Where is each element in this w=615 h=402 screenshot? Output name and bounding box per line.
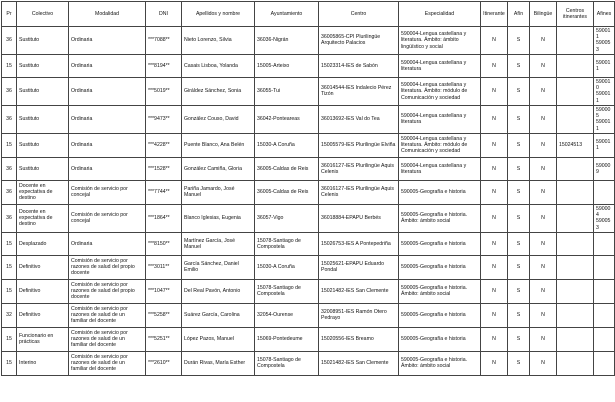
cell-afines — [594, 327, 615, 351]
cell-centro: 36014544-IES Indalecio Pérez Tizón — [319, 77, 399, 105]
cell-itinerante: N — [481, 303, 508, 327]
table-row — [2, 180, 615, 204]
header-ayuntamiento: Ayuntamiento — [255, 2, 319, 27]
cell-colectivo: Desplazado — [17, 232, 69, 255]
cell-especialidad: 590005-Geografía e historia — [399, 303, 481, 327]
cell-dni: ***1047** — [146, 279, 182, 303]
table-row — [2, 303, 615, 327]
cell-colectivo: Sustituto — [17, 105, 69, 133]
cell-itinerante: N — [481, 27, 508, 55]
cell-apellidos: Martínez García, José Manuel — [182, 232, 255, 255]
cell-especialidad: 590005-Geografía e historia. Ámbito: ámbito social — [399, 279, 481, 303]
cell-apellidos: Pariña Jamardo, José Manuel — [182, 180, 255, 204]
cell-afines: 590011 — [594, 54, 615, 77]
cell-centros-itinerantes — [557, 232, 594, 255]
cell-afin: S — [508, 105, 530, 133]
header-modalidad: Modalidad — [69, 2, 146, 27]
cell-dni: ***5251** — [146, 327, 182, 351]
cell-modalidad: Comisión de servicio por razones de salud de un familiar del docente — [69, 303, 146, 327]
cell-bilingue: N — [530, 133, 557, 157]
cell-centro: 36018884-EPAPU Berbés — [319, 204, 399, 232]
cell-bilingue: N — [530, 327, 557, 351]
cell-bilingue: N — [530, 204, 557, 232]
cell-ayuntamiento: 36036-Nigrán — [255, 27, 319, 55]
cell-pr: 36 — [2, 105, 17, 133]
cell-modalidad: Comisión de servicio por concejal — [69, 180, 146, 204]
cell-centros-itinerantes — [557, 54, 594, 77]
cell-centros-itinerantes — [557, 77, 594, 105]
cell-centro: 32008951-IES Ramón Otero Pedrayo — [319, 303, 399, 327]
table-row — [2, 157, 615, 180]
cell-modalidad: Ordinaria — [69, 77, 146, 105]
cell-centros-itinerantes — [557, 204, 594, 232]
header-afin: Afín — [508, 2, 530, 27]
cell-ayuntamiento: 15078-Santiago de Compostela — [255, 351, 319, 375]
header-centros-itinerantes: Centros itinerantes — [557, 2, 594, 27]
table-row — [2, 133, 615, 157]
cell-modalidad: Ordinaria — [69, 232, 146, 255]
cell-afines: 590009 — [594, 157, 615, 180]
header-dni: DNI — [146, 2, 182, 27]
cell-bilingue: N — [530, 279, 557, 303]
cell-ayuntamiento: 36057-Vigo — [255, 204, 319, 232]
cell-ayuntamiento: 36055-Tui — [255, 77, 319, 105]
cell-pr: 15 — [2, 327, 17, 351]
cell-modalidad: Ordinaria — [69, 54, 146, 77]
cell-afines — [594, 303, 615, 327]
cell-itinerante: N — [481, 279, 508, 303]
header-especialidad: Especialidad — [399, 2, 481, 27]
cell-ayuntamiento: 15069-Pontedeume — [255, 327, 319, 351]
cell-centros-itinerantes — [557, 303, 594, 327]
cell-especialidad: 590005-Geografía e historia — [399, 255, 481, 279]
cell-modalidad: Ordinaria — [69, 157, 146, 180]
cell-afin: S — [508, 27, 530, 55]
cell-centros-itinerantes — [557, 105, 594, 133]
cell-dni: ***4228** — [146, 133, 182, 157]
cell-afines — [594, 279, 615, 303]
cell-pr: 15 — [2, 279, 17, 303]
cell-afines: 590005 590011 — [594, 105, 615, 133]
cell-dni: ***8150** — [146, 232, 182, 255]
cell-colectivo: Docente en expectativa de destino — [17, 180, 69, 204]
cell-colectivo: Definitivo — [17, 303, 69, 327]
cell-afines — [594, 255, 615, 279]
cell-especialidad: 590004-Lengua castellana y literatura. Ámbito: módulo de Comunicación y sociedad — [399, 77, 481, 105]
cell-pr: 36 — [2, 77, 17, 105]
table-row — [2, 255, 615, 279]
cell-centro: 15021482-IES San Clemente — [319, 279, 399, 303]
cell-centro: 36005865-CPI Plurilingüe Arquitecto Palacios — [319, 27, 399, 55]
cell-centro: 15021482-IES San Clemente — [319, 351, 399, 375]
cell-pr: 15 — [2, 351, 17, 375]
cell-dni: ***5258** — [146, 303, 182, 327]
cell-centros-itinerantes: 15024513 — [557, 133, 594, 157]
cell-ayuntamiento: 15005-Arteixo — [255, 54, 319, 77]
cell-especialidad: 590005-Geografía e historia. Ámbito: ámbito social — [399, 204, 481, 232]
cell-pr: 15 — [2, 255, 17, 279]
cell-apellidos: Del Real Pavón, Antonio — [182, 279, 255, 303]
table-row — [2, 77, 615, 105]
cell-centro: 36016127-IES Plurilingüe Aquis Celenis — [319, 157, 399, 180]
cell-afin: S — [508, 77, 530, 105]
cell-apellidos: Puente Blanco, Ana Belén — [182, 133, 255, 157]
cell-centros-itinerantes — [557, 27, 594, 55]
cell-modalidad: Comisión de servicio por concejal — [69, 204, 146, 232]
cell-itinerante: N — [481, 255, 508, 279]
cell-apellidos: Giráldez Sánchez, Sonia — [182, 77, 255, 105]
cell-especialidad: 590005-Geografía e historia. Ámbito: ámbito social — [399, 351, 481, 375]
header-bilingue: Bilingüe — [530, 2, 557, 27]
cell-ayuntamiento: 36042-Ponteareas — [255, 105, 319, 133]
cell-apellidos: Suárez García, Carolina — [182, 303, 255, 327]
cell-colectivo: Sustituto — [17, 157, 69, 180]
header-itinerante: Itinerante — [481, 2, 508, 27]
cell-afines — [594, 351, 615, 375]
cell-afin: S — [508, 303, 530, 327]
cell-itinerante: N — [481, 157, 508, 180]
cell-modalidad: Comisión de servicio por razones de salud de un familiar del docente — [69, 351, 146, 375]
cell-apellidos: González Camiña, Gloria — [182, 157, 255, 180]
cell-apellidos: Blanco Iglesias, Eugenia — [182, 204, 255, 232]
cell-modalidad: Comisión de servicio por razones de salud del propio docente — [69, 255, 146, 279]
cell-itinerante: N — [481, 204, 508, 232]
cell-bilingue: N — [530, 255, 557, 279]
cell-bilingue: N — [530, 157, 557, 180]
cell-centro: 36013692-IES Val do Tea — [319, 105, 399, 133]
cell-colectivo: Sustituto — [17, 27, 69, 55]
cell-dni: ***1864** — [146, 204, 182, 232]
cell-pr: 15 — [2, 232, 17, 255]
cell-centro: 15026753-IES A Pontepedriña — [319, 232, 399, 255]
cell-centro: 36016127-IES Plurilingüe Aquis Celenis — [319, 180, 399, 204]
cell-dni: ***5019** — [146, 77, 182, 105]
cell-centro: 15005579-IES Plurilingüe Elviña — [319, 133, 399, 157]
cell-itinerante: N — [481, 54, 508, 77]
cell-especialidad: 590004-Lengua castellana y literatura — [399, 105, 481, 133]
cell-colectivo: Docente en expectativa de destino — [17, 204, 69, 232]
cell-modalidad: Comisión de servicio por razones de salud de un familiar del docente — [69, 327, 146, 351]
cell-itinerante: N — [481, 77, 508, 105]
cell-modalidad: Comisión de servicio por razones de salud del propio docente — [69, 279, 146, 303]
header-colectivo: Colectivo — [17, 2, 69, 27]
cell-afin: S — [508, 351, 530, 375]
cell-especialidad: 590004-Lengua castellana y literatura. Ámbito: ámbito lingüístico y social — [399, 27, 481, 55]
cell-dni: ***3011** — [146, 255, 182, 279]
cell-itinerante: N — [481, 351, 508, 375]
cell-modalidad: Ordinaria — [69, 27, 146, 55]
cell-centros-itinerantes — [557, 180, 594, 204]
cell-centro: 15025621-EPAPU Eduardo Pondal — [319, 255, 399, 279]
cell-especialidad: 590004-Lengua castellana y literatura — [399, 157, 481, 180]
cell-itinerante: N — [481, 327, 508, 351]
cell-afin: S — [508, 180, 530, 204]
cell-especialidad: 590004-Lengua castellana y literatura. Ámbito: módulo de Comunicación y sociedad — [399, 133, 481, 157]
header-apellidos: Apellidos y nombre — [182, 2, 255, 27]
table-row — [2, 54, 615, 77]
table-row — [2, 27, 615, 55]
cell-afines — [594, 232, 615, 255]
cell-ayuntamiento: 32054-Ourense — [255, 303, 319, 327]
cell-dni: ***8194** — [146, 54, 182, 77]
cell-afin: S — [508, 279, 530, 303]
cell-modalidad: Ordinaria — [69, 105, 146, 133]
cell-ayuntamiento: 36005-Caldas de Reis — [255, 157, 319, 180]
cell-dni: ***1528** — [146, 157, 182, 180]
cell-bilingue: N — [530, 54, 557, 77]
cell-pr: 36 — [2, 157, 17, 180]
cell-afines: 590004 590053 — [594, 204, 615, 232]
header-row — [2, 2, 615, 27]
cell-especialidad: 590005-Geografía e historia — [399, 327, 481, 351]
table-row — [2, 351, 615, 375]
cell-ayuntamiento: 15030-A Coruña — [255, 133, 319, 157]
cell-ayuntamiento: 36005-Caldas de Reis — [255, 180, 319, 204]
cell-centros-itinerantes — [557, 255, 594, 279]
cell-afines: 590011 590053 — [594, 27, 615, 55]
table-row — [2, 232, 615, 255]
cell-centros-itinerantes — [557, 157, 594, 180]
cell-bilingue: N — [530, 27, 557, 55]
table-row — [2, 105, 615, 133]
cell-apellidos: Casais Lisboa, Yolanda — [182, 54, 255, 77]
cell-colectivo: Definitivo — [17, 255, 69, 279]
cell-apellidos: González Couso, David — [182, 105, 255, 133]
cell-centro: 15023314-IES de Sabón — [319, 54, 399, 77]
cell-dni: ***7744** — [146, 180, 182, 204]
cell-centros-itinerantes — [557, 279, 594, 303]
cell-bilingue: N — [530, 180, 557, 204]
cell-afin: S — [508, 157, 530, 180]
cell-bilingue: N — [530, 351, 557, 375]
cell-pr: 36 — [2, 204, 17, 232]
cell-afin: S — [508, 255, 530, 279]
table-row — [2, 204, 615, 232]
cell-especialidad: 590004-Lengua castellana y literatura — [399, 54, 481, 77]
cell-bilingue: N — [530, 105, 557, 133]
cell-colectivo: Sustituto — [17, 77, 69, 105]
cell-dni: ***2610** — [146, 351, 182, 375]
cell-itinerante: N — [481, 133, 508, 157]
cell-apellidos: Nieto Lorenzo, Silvia — [182, 27, 255, 55]
header-pr: Pr — [2, 2, 17, 27]
cell-afin: S — [508, 327, 530, 351]
cell-centros-itinerantes — [557, 327, 594, 351]
assignments-table — [1, 1, 615, 376]
cell-afin: S — [508, 204, 530, 232]
cell-pr: 36 — [2, 180, 17, 204]
cell-dni: ***7088** — [146, 27, 182, 55]
cell-centros-itinerantes — [557, 351, 594, 375]
cell-ayuntamiento: 15078-Santiago de Compostela — [255, 232, 319, 255]
cell-pr: 36 — [2, 27, 17, 55]
cell-pr: 15 — [2, 54, 17, 77]
cell-colectivo: Funcionario en prácticas — [17, 327, 69, 351]
cell-pr: 32 — [2, 303, 17, 327]
cell-afines: 590010 590011 — [594, 77, 615, 105]
cell-bilingue: N — [530, 77, 557, 105]
cell-especialidad: 590005-Geografía e historia — [399, 232, 481, 255]
cell-ayuntamiento: 15030-A Coruña — [255, 255, 319, 279]
cell-itinerante: N — [481, 180, 508, 204]
header-centro: Centro — [319, 2, 399, 27]
cell-colectivo: Sustituto — [17, 54, 69, 77]
cell-afines — [594, 180, 615, 204]
cell-colectivo: Interino — [17, 351, 69, 375]
table-row — [2, 279, 615, 303]
cell-afin: S — [508, 54, 530, 77]
cell-apellidos: López Pazos, Manuel — [182, 327, 255, 351]
cell-colectivo: Sustituto — [17, 133, 69, 157]
cell-pr: 15 — [2, 133, 17, 157]
cell-afines: 590011 — [594, 133, 615, 157]
header-afines: Afines — [594, 2, 615, 27]
table-row — [2, 327, 615, 351]
cell-dni: ***9473** — [146, 105, 182, 133]
cell-colectivo: Definitivo — [17, 279, 69, 303]
cell-itinerante: N — [481, 105, 508, 133]
cell-centro: 15020556-IES Breamo — [319, 327, 399, 351]
cell-especialidad: 590005-Geografía e historia — [399, 180, 481, 204]
cell-apellidos: Durán Rivas, María Esther — [182, 351, 255, 375]
cell-bilingue: N — [530, 303, 557, 327]
cell-ayuntamiento: 15078-Santiago de Compostela — [255, 279, 319, 303]
cell-itinerante: N — [481, 232, 508, 255]
cell-afin: S — [508, 133, 530, 157]
cell-afin: S — [508, 232, 530, 255]
cell-modalidad: Ordinaria — [69, 133, 146, 157]
cell-bilingue: N — [530, 232, 557, 255]
cell-apellidos: García Sánchez, Daniel Emilio — [182, 255, 255, 279]
